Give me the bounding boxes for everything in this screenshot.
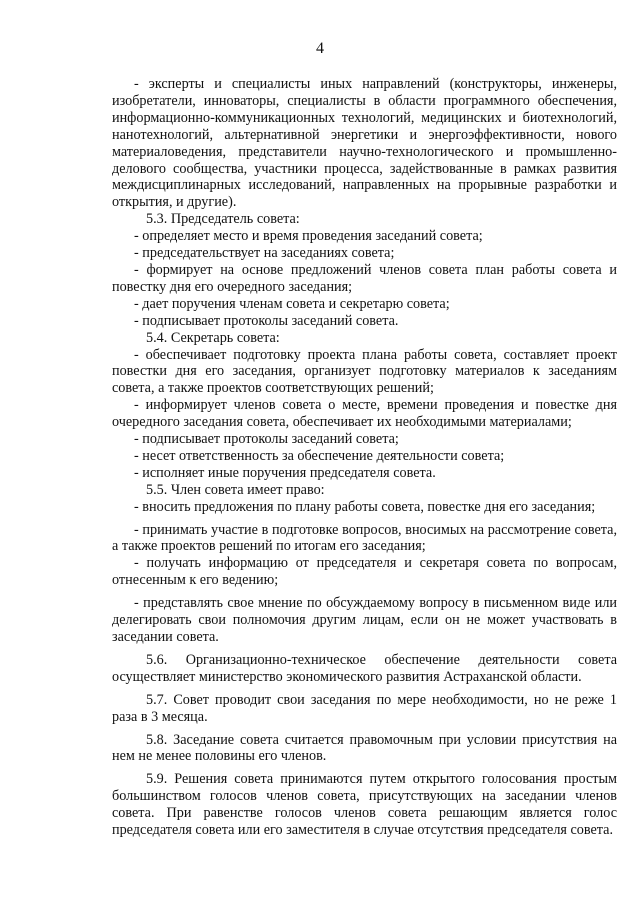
list-item: - формирует на основе предложений членов совета план работы совета и повестку дня его очередного заседания; (112, 261, 617, 295)
paragraph: - эксперты и специалисты иных направлений (конструкторы, инженеры, изобретатели, инноваторы, специалисты в области программного обеспечения, информационно-коммуникационных технологий, медицинских и биотехнологий, нанотехнологий, альтернативной энергетики и энергоэффективности, нового материаловедения, представители научно-технологического и промышленно-делового сообщества, участники процесса, задействованные в рамках развития междисциплинарных исследований, направленных на прорывные разработки и открытия, и другие). (112, 76, 617, 211)
section-heading-5-5: 5.5. Член совета имеет право: (146, 481, 325, 498)
section-5-9: 5.9. Решения совета принимаются путем открытого голосования простым большинством голосов членов совета, присутствующих на заседании членов совета. При равенстве голосов членов совета решающим является голос председателя совета или его заместителя в случае отсутствия председателя совета. (112, 771, 617, 839)
list-item: - дает поручения членам совета и секретарю совета; (134, 295, 450, 312)
document-body (112, 76, 617, 839)
list-item: - подписывает протоколы заседаний совета. (134, 312, 399, 329)
section-heading-5-4: 5.4. Секретарь совета: (146, 329, 280, 346)
list-item: - представлять свое мнение по обсуждаемому вопросу в письменном виде или делегировать свои полномочия другим лицам, если он не может участвовать в заседании совета. (112, 595, 617, 645)
section-heading-5-3: 5.3. Председатель совета: (146, 211, 300, 228)
list-item: - вносить предложения по плану работы совета, повестке дня его заседания; (134, 498, 596, 515)
list-item: - принимать участие в подготовке вопросов, вносимых на рассмотрение совета, а также проектов решений по итогам его заседания; (112, 521, 617, 555)
list-item: - подписывает протоколы заседаний совета; (134, 431, 399, 448)
list-item: - председательствует на заседаниях совета; (134, 245, 395, 262)
section-5-7: 5.7. Совет проводит свои заседания по мере необходимости, но не реже 1 раза в 3 месяца. (112, 691, 617, 725)
page-number: 4 (316, 40, 324, 57)
section-5-8: 5.8. Заседание совета считается правомочным при условии присутствия на нем не менее половины его членов. (112, 731, 617, 765)
list-item: - обеспечивает подготовку проекта плана работы совета, составляет проект повестки дня его заседания, организует подготовку материалов к заседаниям совета, а также проектов соответствующих решений; (112, 346, 617, 397)
list-item: - определяет место и время проведения заседаний совета; (134, 228, 483, 245)
list-item: - информирует членов совета о месте, времени проведения и повестке дня очередного заседания совета, обеспечивает их необходимыми материалами; (112, 397, 617, 431)
list-item: - получать информацию от председателя и секретаря совета по вопросам, отнесенным к его ведению; (112, 555, 617, 589)
section-5-6: 5.6. Организационно-техническое обеспечение деятельности совета осуществляет министерство экономического развития Астраханской области. (112, 651, 617, 685)
list-item: - несет ответственность за обеспечение деятельности совета; (134, 447, 505, 464)
list-item: - исполняет иные поручения председателя совета. (134, 464, 436, 481)
